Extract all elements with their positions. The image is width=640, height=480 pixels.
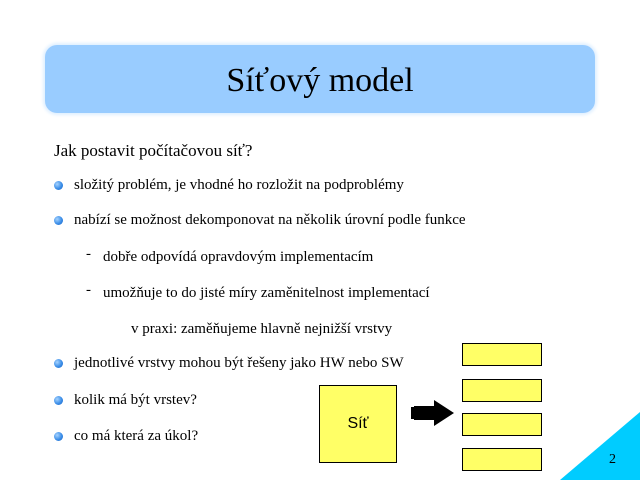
intro-question: Jak postavit počítačovou síť? (54, 141, 253, 160)
dash-marker: - (86, 282, 91, 298)
layer-box (462, 343, 542, 366)
slide-title: Síťový model (226, 62, 414, 99)
bullet-item: kolik má být vrstev? (74, 392, 197, 408)
layer-box (462, 448, 542, 471)
layer-box (462, 413, 542, 436)
layer-box (462, 379, 542, 402)
sub-bullet-item: umožňuje to do jisté míry zaměnitelnost implementací (103, 285, 430, 301)
network-label: Síť (347, 415, 369, 432)
bullet-item: co má která za úkol? (74, 428, 199, 444)
page-number: 2 (609, 452, 616, 467)
bullet-icon (54, 396, 63, 405)
bullet-icon (54, 432, 63, 441)
bullet-icon (54, 359, 63, 368)
corner-decoration (560, 412, 640, 480)
bullet-item: složitý problém, je vhodné ho rozložit na podproblémy (74, 177, 404, 193)
sub-sub-item: v praxi: zaměňujeme hlavně nejnižší vrstvy (131, 321, 393, 337)
network-box (319, 385, 397, 463)
bullet-item: jednotlivé vrstvy mohou být řešeny jako HW nebo SW (74, 355, 404, 371)
bullet-item: nabízí se možnost dekomponovat na několik úrovní podle funkce (74, 212, 466, 228)
right-arrow-icon (410, 398, 456, 428)
title-banner (45, 45, 595, 113)
bullet-icon (54, 181, 63, 190)
sub-bullet-item: dobře odpovídá opravdovým implementacím (103, 249, 374, 265)
bullet-icon (54, 216, 63, 225)
dash-marker: - (86, 246, 91, 262)
